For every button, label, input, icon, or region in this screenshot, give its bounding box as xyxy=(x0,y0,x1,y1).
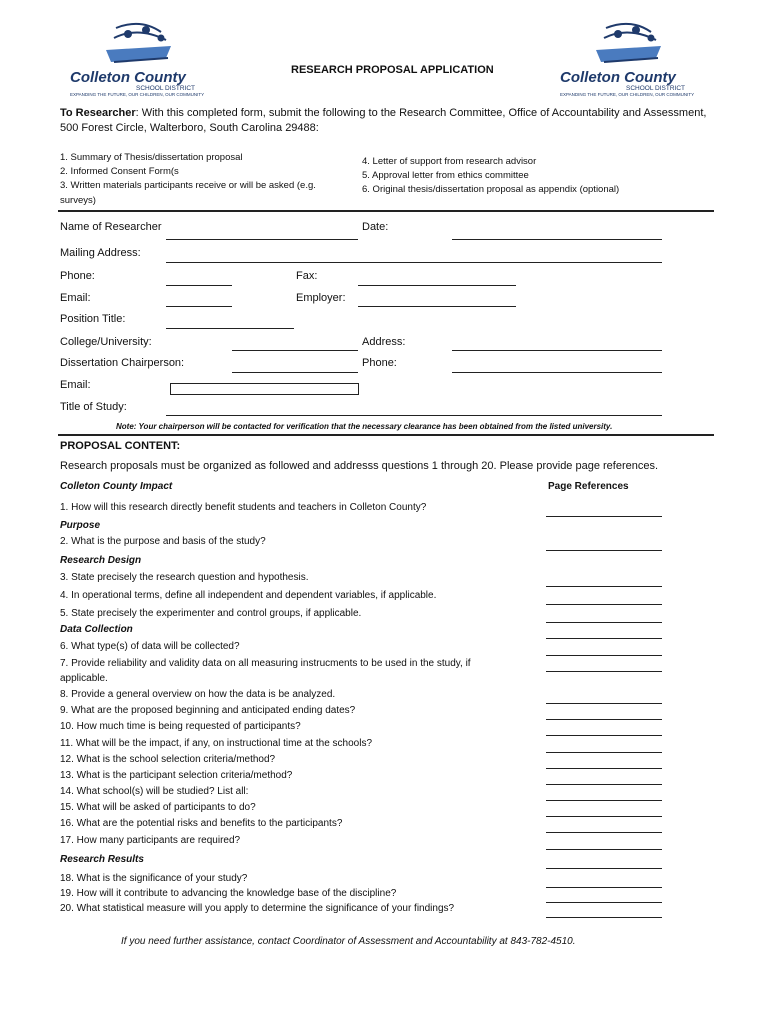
question-9: 9. What are the proposed beginning and anticipated ending dates? xyxy=(60,705,356,716)
label-position: Position Title: xyxy=(60,313,126,325)
page-ref-field[interactable] xyxy=(546,622,662,623)
requirement-item: 6. Original thesis/dissertation proposal as appendix (optional) xyxy=(362,184,620,195)
page-ref-field[interactable] xyxy=(546,800,662,801)
section-design: Research Design xyxy=(60,555,142,566)
page-ref-field[interactable] xyxy=(546,849,662,850)
question-13: 13. What is the participant selection criteria/method? xyxy=(60,770,293,781)
label-chair: Dissertation Chairperson: xyxy=(60,357,185,369)
chair-note: Note: Your chairperson will be contacted for verification that the necessary clearance has been obtained from the listed university. xyxy=(116,422,613,431)
intro-line-2: 500 Forest Circle, Walterboro, South Carolina 29488: xyxy=(60,122,319,134)
label-title: Title of Study: xyxy=(60,401,127,413)
page-ref-field[interactable] xyxy=(546,917,662,918)
label-phone: Phone: xyxy=(60,270,95,282)
page-ref-field[interactable] xyxy=(546,887,662,888)
name-field[interactable] xyxy=(166,239,358,240)
requirement-item: 5. Approval letter from ethics committee xyxy=(362,170,529,181)
divider xyxy=(58,210,714,212)
email-field[interactable] xyxy=(166,306,232,307)
page-ref-field[interactable] xyxy=(546,832,662,833)
question-19: 19. How will it contribute to advancing the knowledge base of the discipline? xyxy=(60,888,397,899)
label-name: Name of Researcher xyxy=(60,221,162,233)
page-ref-field[interactable] xyxy=(546,752,662,753)
phone-field[interactable] xyxy=(166,285,232,286)
requirement-item: 3. Written materials participants receive or will be asked (e.g. xyxy=(60,180,316,191)
label-address: Address: xyxy=(362,336,406,348)
label-chair-phone: Phone: xyxy=(362,357,397,369)
page-title: RESEARCH PROPOSAL APPLICATION xyxy=(291,64,494,76)
page-ref-field[interactable] xyxy=(546,719,662,720)
question-2: 2. What is the purpose and basis of the study? xyxy=(60,536,266,547)
question-20: 20. What statistical measure will you apply to determine the significance of your findings? xyxy=(60,903,455,914)
logo-name: Colleton County xyxy=(560,69,676,86)
section-purpose: Purpose xyxy=(60,520,101,531)
employer-field[interactable] xyxy=(358,306,516,307)
logo-name: Colleton County xyxy=(70,69,186,86)
section-impact: Colleton County Impact xyxy=(60,481,173,492)
page-ref-field[interactable] xyxy=(546,638,662,639)
page-ref-field[interactable] xyxy=(546,703,662,704)
label-date: Date: xyxy=(362,221,389,233)
question-17: 17. How many participants are required? xyxy=(60,835,241,846)
chair-email-field[interactable] xyxy=(170,383,359,395)
page-ref-field[interactable] xyxy=(546,868,662,869)
college-address-field[interactable] xyxy=(452,350,662,351)
chair-phone-field[interactable] xyxy=(452,372,662,373)
page-references-heading: Page References xyxy=(548,481,629,492)
label-email: Email: xyxy=(60,292,91,304)
question-12: 12. What is the school selection criteria/method? xyxy=(60,754,276,765)
label-chair-email: Email: xyxy=(60,379,91,391)
question-3: 3. State precisely the research question and hypothesis. xyxy=(60,572,309,583)
college-field[interactable] xyxy=(232,350,358,351)
question-6: 6. What type(s) of data will be collected? xyxy=(60,641,240,652)
footer-contact: If you need further assistance, contact Coordinator of Assessment and Accountability at 843-782-4510. xyxy=(121,936,576,947)
position-title-field[interactable] xyxy=(166,328,294,329)
requirement-item: 2. Informed Consent Form(s xyxy=(60,166,179,177)
logo-sub: SCHOOL DISTRICT xyxy=(136,85,195,92)
page-ref-field[interactable] xyxy=(546,655,662,656)
label-employer: Employer: xyxy=(296,292,346,304)
label-mailing: Mailing Address: xyxy=(60,247,141,259)
date-field[interactable] xyxy=(452,239,662,240)
page-ref-field[interactable] xyxy=(546,768,662,769)
page-ref-field[interactable] xyxy=(546,586,662,587)
question-1: 1. How will this research directly benefit students and teachers in Colleton County? xyxy=(60,502,427,513)
intro-line-1 xyxy=(60,107,706,120)
question-7: 7. Provide reliability and validity data on all measuring instrucments to be used in the study, if xyxy=(60,658,471,669)
intro-lead: To Researcher xyxy=(60,107,136,119)
page-ref-field[interactable] xyxy=(546,784,662,785)
question-10: 10. How much time is being requested of participants? xyxy=(60,721,301,732)
page-ref-field[interactable] xyxy=(546,735,662,736)
label-fax: Fax: xyxy=(296,270,318,282)
intro-text: : With this completed form, submit the following to the Research Committee, Office of Accountability and Assessment, xyxy=(135,107,707,119)
fax-field[interactable] xyxy=(358,285,516,286)
requirement-item: surveys) xyxy=(60,195,96,206)
logo-tagline: EXPANDING THE FUTURE, OUR CHILDREN, OUR COMMUNITY xyxy=(70,92,205,97)
page-ref-field[interactable] xyxy=(546,550,662,551)
section-results: Research Results xyxy=(60,854,144,865)
question-5: 5. State precisely the experimenter and control groups, if applicable. xyxy=(60,608,362,619)
chairperson-field[interactable] xyxy=(232,372,358,373)
question-4: 4. In operational terms, define all independent and dependent variables, if applicable. xyxy=(60,590,437,601)
divider xyxy=(58,434,714,436)
question-7-cont: applicable. xyxy=(60,673,108,684)
proposal-instructions: Research proposals must be organized as followed and addresss questions 1 through 20. Please provide page references. xyxy=(60,460,659,472)
question-8: 8. Provide a general overview on how the data is be analyzed. xyxy=(60,689,336,700)
logo-tagline: EXPANDING THE FUTURE, OUR CHILDREN, OUR COMMUNITY xyxy=(560,92,695,97)
logo-sub: SCHOOL DISTRICT xyxy=(626,85,685,92)
study-title-field[interactable] xyxy=(166,415,662,416)
requirement-item: 1. Summary of Thesis/dissertation proposal xyxy=(60,152,243,163)
question-18: 18. What is the significance of your study? xyxy=(60,873,248,884)
proposal-heading: PROPOSAL CONTENT: xyxy=(60,440,181,452)
page-ref-field[interactable] xyxy=(546,902,662,903)
district-logo-left xyxy=(66,18,216,98)
section-collection: Data Collection xyxy=(60,624,133,635)
label-college: College/University: xyxy=(60,336,152,348)
page-ref-field[interactable] xyxy=(546,816,662,817)
page-ref-field[interactable] xyxy=(546,671,662,672)
question-14: 14. What school(s) will be studied? List all: xyxy=(60,786,249,797)
page-ref-field[interactable] xyxy=(546,516,662,517)
question-16: 16. What are the potential risks and benefits to the participants? xyxy=(60,818,343,829)
district-logo-right xyxy=(556,18,706,98)
page-ref-field[interactable] xyxy=(546,604,662,605)
question-11: 11. What will be the impact, if any, on instructional time at the schools? xyxy=(60,738,373,749)
mailing-address-field[interactable] xyxy=(166,262,662,263)
question-15: 15. What will be asked of participants to do? xyxy=(60,802,256,813)
requirement-item: 4. Letter of support from research advisor xyxy=(362,156,537,167)
